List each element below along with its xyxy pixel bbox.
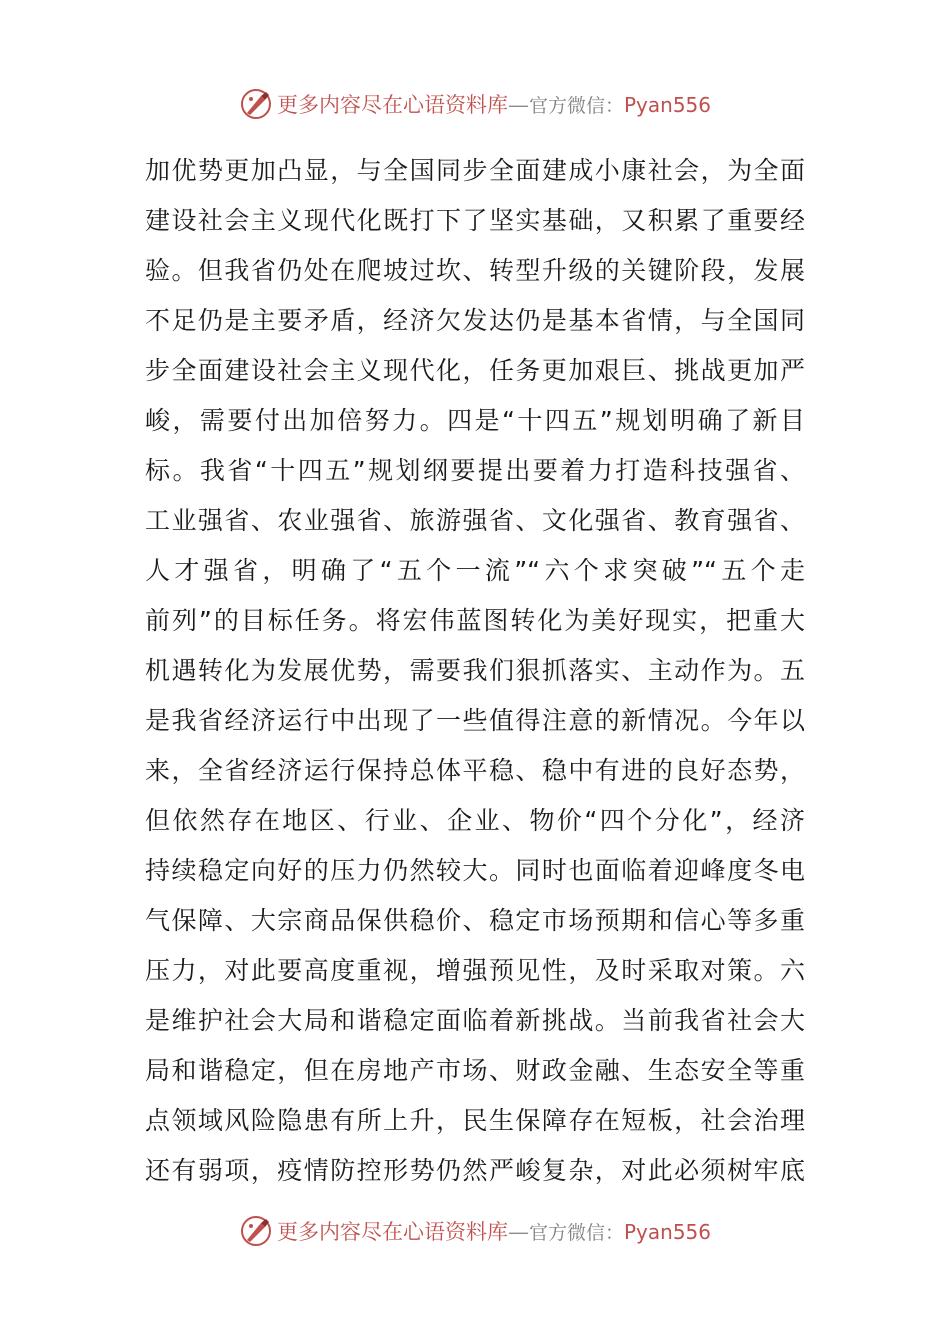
text-line: 峻，需要付出加倍努力。四是“十四五”规划明确了新目 [145, 406, 805, 435]
document-body [145, 146, 805, 1196]
text-line: 局和谐稳定，但在房地产市场、财政金融、生态安全等重 [145, 1056, 805, 1085]
banner-separator: — [507, 1220, 529, 1244]
banner-prefix: 更多内容尽在心语资料库 [276, 93, 508, 117]
text-line: 来，全省经济运行保持总体平稳、稳中有进的良好态势， [145, 756, 805, 785]
banner-prefix: 更多内容尽在心语资料库 [276, 1220, 508, 1244]
text-line: 建设社会主义现代化既打下了坚实基础，又积累了重要经 [145, 206, 805, 235]
text-line: 前列”的目标任务。将宏伟蓝图转化为美好现实，把重大 [145, 606, 805, 635]
text-line: 人才强省，明确了“五个一流”“六个求突破”“五个走 [145, 556, 805, 585]
text-line: 不足仍是主要矛盾，经济欠发达仍是基本省情，与全国同 [145, 306, 805, 335]
banner-official-label: 官方微信： [528, 1222, 624, 1244]
text-line: 标。我省“十四五”规划纲要提出要着力打造科技强省、 [145, 456, 805, 485]
text-line: 持续稳定向好的压力仍然较大。同时也面临着迎峰度冬电 [145, 856, 805, 885]
text-line: 是维护社会大局和谐稳定面临着新挑战。当前我省社会大 [145, 1006, 805, 1035]
text-line: 是我省经济运行中出现了一些值得注意的新情况。今年以 [145, 706, 805, 735]
text-line: 压力，对此要高度重视，增强预见性，及时采取对策。六 [145, 956, 805, 985]
text-line: 还有弱项，疫情防控形势仍然严峻复杂，对此必须树牢底 [145, 1156, 805, 1185]
header-banner [0, 84, 950, 124]
banner-official-label: 官方微信： [528, 95, 624, 117]
text-line: 加优势更加凸显，与全国同步全面建成小康社会，为全面 [145, 156, 805, 185]
banner-wechat-id: Pyan556 [624, 93, 712, 117]
banner-wechat-id: Pyan556 [624, 1220, 712, 1244]
pen-nib-logo-icon [239, 87, 273, 121]
text-line: 气保障、大宗商品保供稳价、稳定市场预期和信心等多重 [145, 906, 805, 935]
banner-text [277, 89, 711, 119]
banner-text [277, 1216, 711, 1246]
footer-banner [0, 1211, 950, 1251]
text-line: 步全面建设社会主义现代化，任务更加艰巨、挑战更加严 [145, 356, 805, 385]
text-line: 机遇转化为发展优势，需要我们狠抓落实、主动作为。五 [145, 656, 805, 685]
banner-separator: — [507, 93, 529, 117]
text-line: 点领域风险隐患有所上升，民生保障存在短板，社会治理 [145, 1106, 805, 1135]
pen-nib-logo-icon [239, 1214, 273, 1248]
text-line: 但依然存在地区、行业、企业、物价“四个分化”，经济 [145, 806, 805, 835]
text-line: 验。但我省仍处在爬坡过坎、转型升级的关键阶段，发展 [145, 256, 805, 285]
text-line: 工业强省、农业强省、旅游强省、文化强省、教育强省、 [145, 506, 805, 535]
